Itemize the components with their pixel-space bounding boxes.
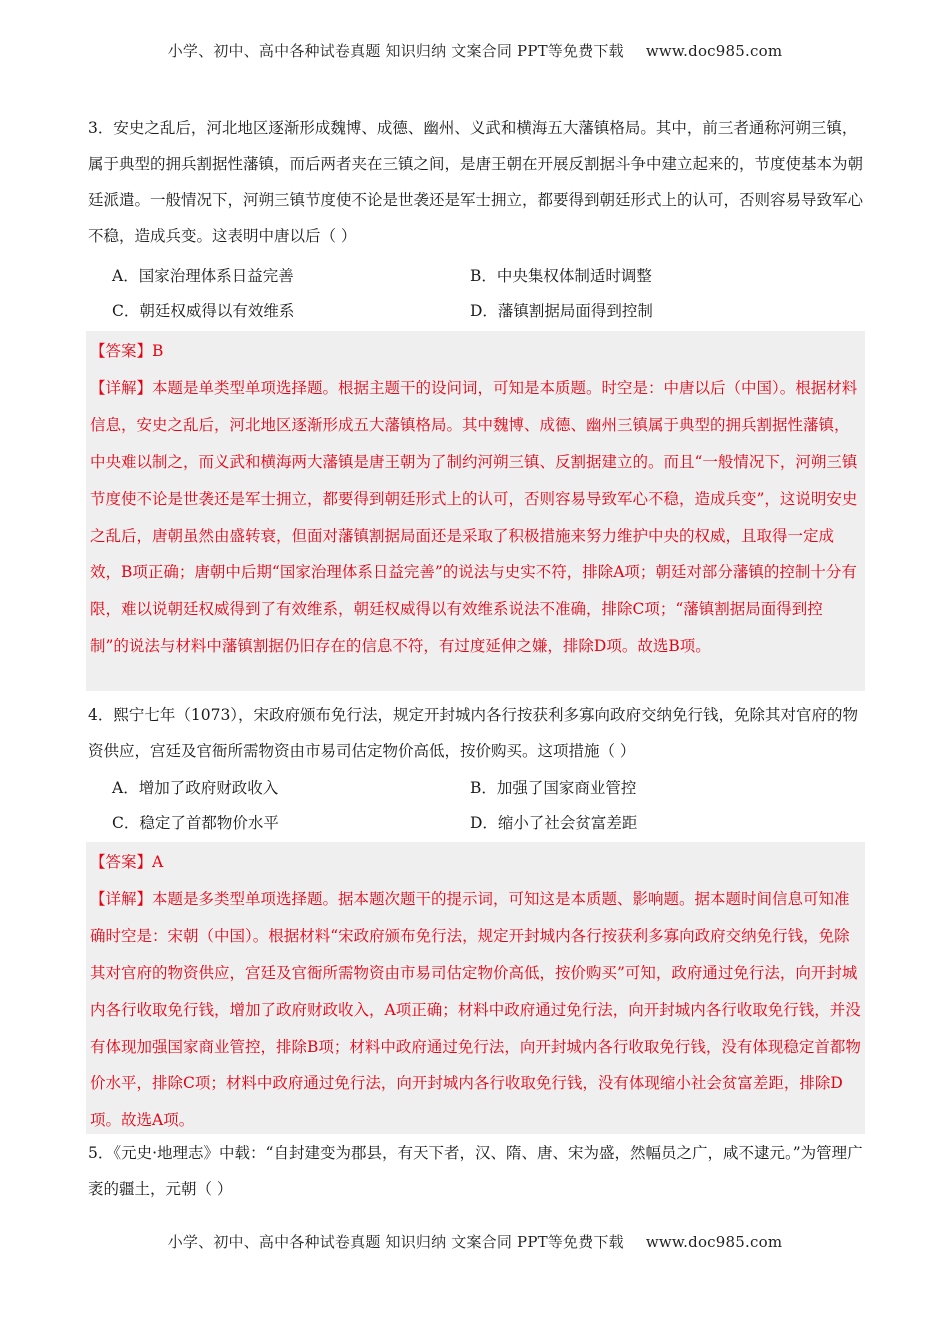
q4-answer-box (86, 842, 865, 1134)
question-3-stem: 3．安史之乱后，河北地区逐渐形成魏博、成德、幽州、义武和横海五大藩镇格局。其中，前三者通称河朔三镇，属于典型的拥兵割据性藩镇，而后两者夹在三镇之间，是唐王朝在开展反割据斗争中建立起来的，节度使基本为朝廷派遣。一般情况下，河朔三镇节度使不论是世袭还是军士拥立，都要得到朝廷形式上的认可，否则容易导致军心不稳，造成兵变。这表明中唐以后（ ） (88, 119, 864, 245)
q4-option-c: C．稳定了首都物价水平 (112, 814, 279, 832)
q3-option-c: C．朝廷权威得以有效维系 (112, 302, 295, 320)
q3-option-b: B．中央集权体制适时调整 (470, 267, 652, 285)
q3-answer-box (86, 331, 865, 691)
q3-detail: 【详解】本题是单类型单项选择题。根据主题干的设问词，可知是本质题。时空是：中唐以后（中国）。根据材料信息，安史之乱后，河北地区逐渐形成五大藩镇格局。其中魏博、成德、幽州三镇属于典型的拥兵割据性藩镇，中央难以制之，而义武和横海两大藩镇是唐王朝为了制约河朔三镇、反割据建立的。而且“一般情况下，河朔三镇节度使不论是世袭还是军士拥立，都要得到朝廷形式上的认可，否则容易导致军心不稳，造成兵变”，这说明安史之乱后，唐朝虽然由盛转衰，但面对藩镇割据局面还是采取了积极措施来努力维护中央的权威，且取得一定成效，B项正确；唐朝中后期“国家治理体系日益完善”的说法与史实不符，排除A项；朝廷对部分藩镇的控制十分有限，难以说朝廷权威得到了有效维系，朝廷权威得以有效维系说法不准确，排除C项；“藩镇割据局面得到控制”的说法与材料中藩镇割据仍旧存在的信息不符，有过度延伸之嫌，排除D项。故选B项。 (90, 378, 858, 656)
footer-text: 小学、初中、高中各种试卷真题 知识归纳 文案合同 PPT等免费下载 (167, 1233, 624, 1251)
header-text: 小学、初中、高中各种试卷真题 知识归纳 文案合同 PPT等免费下载 (167, 42, 624, 60)
question-4-stem: 4．熙宁七年（1073），宋政府颁布免行法，规定开封城内各行按获利多寡向政府交纳免行钱，免除其对官府的物资供应，宫廷及官衙所需物资由市易司估定物价高低，按价购买。这项措施（ ） (88, 706, 859, 760)
header-site-link[interactable]: www.doc985.com (645, 42, 783, 60)
q3-answer: 【答案】B (90, 342, 164, 360)
q3-option-a: A．国家治理体系日益完善 (112, 267, 294, 285)
q4-option-b: B．加强了国家商业管控 (470, 779, 637, 797)
footer-site-link[interactable]: www.doc985.com (645, 1233, 783, 1251)
q4-option-d: D．缩小了社会贫富差距 (470, 814, 638, 832)
q4-answer: 【答案】A (90, 853, 164, 871)
page-header (0, 40, 950, 61)
q3-option-d: D．藩镇割据局面得到控制 (470, 302, 653, 320)
question-5-stem: 5．《元史·地理志》中载：“自封建变为郡县，有天下者，汉、隋、唐、宋为盛，然幅员之广，咸不逮元。”为管理广袤的疆土，元朝（ ） (88, 1144, 863, 1198)
q4-detail: 【详解】本题是多类型单项选择题。据本题次题干的提示词，可知这是本质题、影响题。据本题时间信息可知准确时空是：宋朝（中国）。根据材料“宋政府颁布免行法，规定开封城内各行按获利多寡向政府交纳免行钱，免除其对官府的物资供应，宫廷及官衙所需物资由市易司估定物价高低，按价购买”可知，政府通过免行法，向开封城内各行收取免行钱，增加了政府财政收入，A项正确；材料中政府通过免行法，向开封城内各行收取免行钱，并没有体现加强国家商业管控，排除B项；材料中政府通过免行法，向开封城内各行收取免行钱，没有体现稳定首都物价水平，排除C项；材料中政府通过免行法，向开封城内各行收取免行钱，没有体现缩小社会贫富差距，排除D项。故选A项。 (90, 889, 861, 1130)
page-footer (0, 1231, 950, 1252)
q4-option-a: A．增加了政府财政收入 (112, 779, 279, 797)
